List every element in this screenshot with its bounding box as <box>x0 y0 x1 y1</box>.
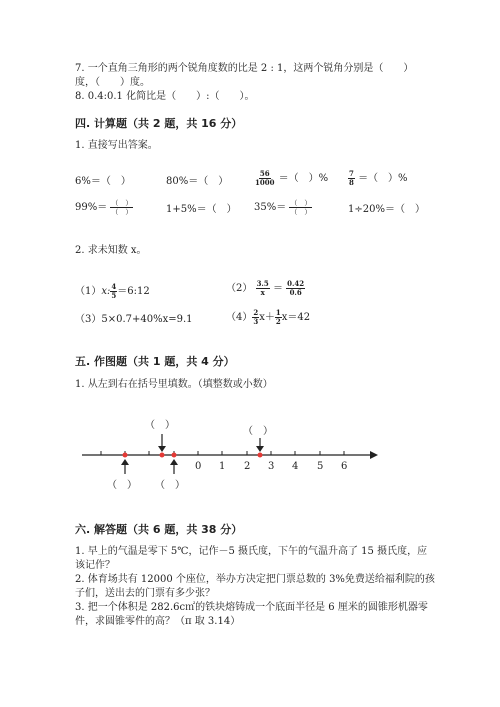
equation-1: （1）x: $\frac{4}{5}$ ＝6:12 <box>75 282 150 300</box>
tick-marks <box>101 451 344 455</box>
fraction: $\frac{1}{2}$ <box>275 308 281 326</box>
paren-top-1: （ ） <box>145 420 175 431</box>
tick-label: 3 <box>268 461 275 472</box>
fraction: $\frac{3.5}{x}$ <box>256 279 269 297</box>
calc-2c: 35%＝ $\frac{( )}{( )}$ <box>254 199 312 216</box>
equation-4: （4） $\frac{2}{3}$ x＋ $\frac{1}{2}$ x＝42 <box>226 308 311 326</box>
paren-bottom-2: （ ） <box>155 480 185 491</box>
fraction: $\frac{4}{5}$ <box>111 282 117 300</box>
marker-point <box>258 453 263 458</box>
marker-point <box>123 453 128 458</box>
fraction: $\frac{7}{8}$ <box>349 169 354 187</box>
equation-3: （3）5×0.7+40%x=9.1 <box>75 314 193 325</box>
calc-1d: $\frac{7}{8}$ ＝（ ）% <box>349 169 408 187</box>
tick-label: 6 <box>341 461 348 472</box>
arrow-down-2 <box>256 438 264 452</box>
q7-line1: 7. 一个直角三角形的两个锐角度数的比是 2 : 1，这两个锐角分别是（ ） <box>75 63 414 74</box>
tick-label: 2 <box>244 461 251 472</box>
arrow-down-1 <box>158 434 166 452</box>
fraction: $\frac{0.42}{0.6}$ <box>287 279 305 297</box>
tick-label: 0 <box>195 461 202 472</box>
calc-2d: 1÷20%＝（ ） <box>348 204 425 215</box>
section4-q1-title: 1. 直接写出答案。 <box>75 140 158 151</box>
marker-point <box>172 453 177 458</box>
arrow-up-2 <box>170 459 178 474</box>
section6-q2-line2: 子们，送出去的门票有多少张？ <box>75 588 215 599</box>
fraction: $\frac{( )}{( )}$ <box>111 199 133 216</box>
paren-bottom-1: （ ） <box>107 480 137 491</box>
q8-line1: 8. 0.4:0.1 化简比是（ ）:（ ）。 <box>75 91 255 102</box>
marker-point <box>160 453 165 458</box>
fraction: $\frac{( )}{( )}$ <box>290 199 312 216</box>
section6-q3-line1: 3. 把一个体积是 282.6c㎡的铁块熔铸成一个底面半径是 6 厘米的圆锥形机器零 <box>75 602 428 613</box>
fraction: $\frac{2}{3}$ <box>253 308 259 326</box>
tick-label: 1 <box>219 461 226 472</box>
equation-2: （2） $\frac{3.5}{x}$ ＝ $\frac{0.42}{0.6}$ <box>226 279 305 297</box>
fraction: $\frac{56}{1000}$ <box>255 169 275 187</box>
arrow-up-1 <box>121 459 129 474</box>
section5-title: 五. 作图题（共 1 题，共 4 分） <box>75 355 235 368</box>
section4-title: 四. 计算题（共 2 题，共 16 分） <box>75 117 243 130</box>
number-line <box>0 410 500 500</box>
axis-arrowhead <box>370 451 378 459</box>
section5-q1-title: 1. 从左到右在括号里填数。（填整数或小数） <box>75 379 273 390</box>
tick-label: 5 <box>317 461 324 472</box>
section6-q2-line1: 2. 体育场共有 12000 个座位，举办方决定把门票总数的 3%免费送给福利院的孩 <box>75 574 435 585</box>
section6-q1-line1: 1. 早上的气温是零下 5℃，记作－5 摄氏度，下午的气温升高了 15 摄氏度，应 <box>75 546 428 557</box>
calc-1b: 80%＝（ ） <box>166 176 229 187</box>
q7-line2: 度，（ ）度。 <box>75 77 150 88</box>
section4-q2-title: 2. 求未知数 x。 <box>75 245 147 256</box>
section6-q3-line2: 件，求圆锥零件的高？（π 取 3.14） <box>75 616 241 627</box>
calc-2a: 99%＝ $\frac{( )}{( )}$ <box>75 199 133 216</box>
section6-q1-line2: 该记作？ <box>75 560 115 571</box>
tick-label: 4 <box>292 461 299 472</box>
paren-top-2: （ ） <box>243 426 273 437</box>
calc-1a: 6%＝（ ） <box>75 176 131 187</box>
calc-2b: 1+5%＝（ ） <box>166 204 237 215</box>
calc-1c: $\frac{56}{1000}$ ＝（ ）% <box>255 169 329 187</box>
section6-title: 六. 解答题（共 6 题，共 38 分） <box>75 523 243 536</box>
